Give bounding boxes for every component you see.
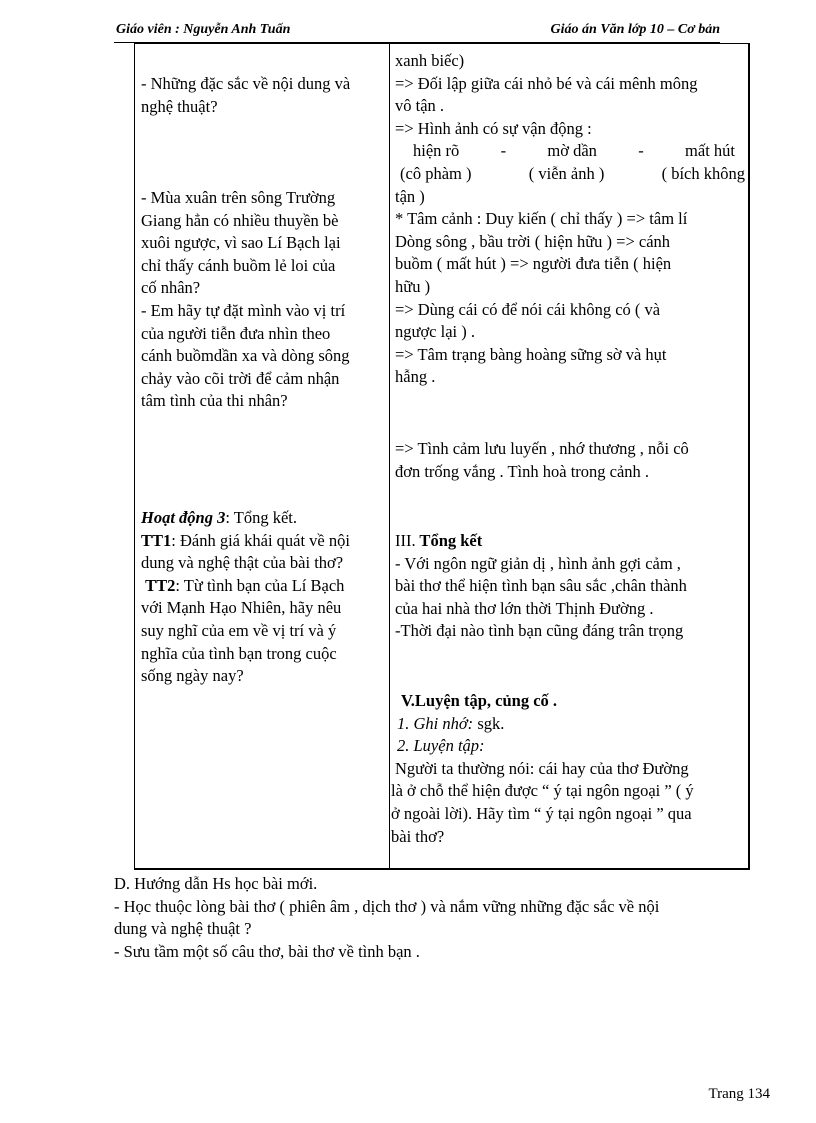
practice-item-label: 2. Luyện tập: xyxy=(397,736,485,756)
motion-step: mờ dần xyxy=(547,141,597,161)
answer-line: hữu ) xyxy=(395,276,431,296)
question-sail-line: cố nhân? xyxy=(141,278,201,298)
question-sail-line: xuôi ngược, vì sao Lí Bạch lại xyxy=(141,233,341,253)
tt2-text: nghĩa của tình bạn trong cuộc xyxy=(141,643,337,663)
tt2-text: sống ngày nay? xyxy=(141,666,244,686)
header-teacher: Giáo viên : Nguyễn Anh Tuấn xyxy=(116,22,291,37)
practice-item-text: sgk. xyxy=(473,713,505,733)
answer-line: => Tâm trạng bàng hoàng sững sờ và hụt xyxy=(395,344,667,364)
practice-line: ở ngoài lời). Hãy tìm “ ý tại ngôn ngoại ” qua xyxy=(391,803,692,823)
practice-line: bài thơ? xyxy=(391,826,445,846)
column-divider xyxy=(389,43,390,870)
practice-section xyxy=(391,690,747,848)
motion-labels xyxy=(395,163,745,186)
summary-number: III. xyxy=(395,531,416,550)
answer-line: tận ) xyxy=(395,186,425,206)
answers-top xyxy=(395,50,745,389)
summary-line: -Thời đại nào tình bạn cũng đáng trân trọng xyxy=(395,621,684,641)
motion-dash: - xyxy=(638,141,644,161)
practice-line: là ở chỗ thể hiện được “ ý tại ngôn ngoại ” ( ý xyxy=(391,781,694,801)
answer-line: ngược lại ) . xyxy=(395,322,475,342)
summary-line: của hai nhà thơ lớn thời Thịnh Đường . xyxy=(395,598,654,618)
tt2-text: suy nghĩ của em về vị trí và ý xyxy=(141,620,337,640)
activity-3 xyxy=(141,507,383,688)
header-subject: Giáo án Văn lớp 10 – Cơ bản xyxy=(550,22,720,37)
question-position-line: tâm tình của thi nhân? xyxy=(141,391,288,411)
answer-line: => Tình cảm lưu luyến , nhớ thương , nỗi cô xyxy=(395,439,689,458)
homework-guide xyxy=(114,873,754,963)
answer-line: buồm ( mất hút ) => người đưa tiễn ( hiện xyxy=(395,254,672,274)
answer-line: vô tận . xyxy=(395,96,445,116)
activity-title: Hoạt động 3 xyxy=(141,508,226,527)
tt2-label: TT2 xyxy=(145,575,176,595)
answer-line: * Tâm cảnh : Duy kiến ( chỉ thấy ) => tâm lí xyxy=(395,209,688,229)
question-sail-line: Giang hẳn có nhiều thuyền bè xyxy=(141,210,339,230)
answer-line: xanh biếc) xyxy=(395,51,465,70)
practice-title: V.Luyện tập, củng cố . xyxy=(401,691,558,710)
question-sail xyxy=(141,187,383,413)
answer-line: => Dùng cái có để nói cái không có ( và xyxy=(395,299,661,319)
answers-feeling xyxy=(395,438,745,483)
question-position-line: cánh buồmdần xa và dòng sông xyxy=(141,346,350,366)
tt2-text: với Mạnh Hạo Nhiên, hãy nêu xyxy=(141,598,342,618)
question-position-line: chảy vào cõi trời để cảm nhận xyxy=(141,368,340,388)
answer-line: hẫng . xyxy=(395,367,436,387)
summary-title: Tổng kết xyxy=(415,531,483,550)
summary-section xyxy=(395,530,745,643)
guide-line: - Học thuộc lòng bài thơ ( phiên âm , dịch thơ ) và nắm vững những đặc sắc về nội xyxy=(114,896,660,916)
motion-step: hiện rõ xyxy=(413,141,460,161)
tt1-text: : Đánh giá khái quát về nội xyxy=(171,530,350,550)
guide-title: D. Hướng dẫn Hs học bài mới. xyxy=(114,874,318,893)
activity-title-rest: : Tổng kết. xyxy=(225,508,298,527)
motion-label: ( viễn ảnh ) xyxy=(528,163,605,183)
question-sail-line: chỉ thấy cánh buồm lẻ loi của xyxy=(141,255,336,275)
summary-line: - Với ngôn ngữ giản dị , hình ảnh gợi cảm , xyxy=(395,553,681,573)
question-features-line1: - Những đặc sắc về nội dung và xyxy=(141,74,351,93)
tt2-text: : Từ tình bạn của Lí Bạch xyxy=(175,575,345,595)
question-sail-line: - Mùa xuân trên sông Trường xyxy=(141,188,336,207)
questions-column xyxy=(141,73,383,118)
practice-item-label: 1. Ghi nhớ: xyxy=(397,713,474,733)
motion-label: (cô phàm ) xyxy=(400,163,472,183)
motion-dash: - xyxy=(500,141,507,161)
tt1-text: dung và nghệ thật của bài thơ? xyxy=(141,553,344,573)
practice-line: Người ta thường nói: cái hay của thơ Đường xyxy=(395,758,689,778)
page-number: Trang 134 xyxy=(708,1086,770,1102)
answer-line: Dòng sông , bầu trời ( hiện hữu ) => cánh xyxy=(395,231,671,251)
answer-line: đơn trống vắng . Tình hoà trong cảnh . xyxy=(395,461,650,481)
answer-line: => Hình ảnh có sự vận động : xyxy=(395,118,592,138)
question-features-line2: nghệ thuật? xyxy=(141,96,218,116)
motion-sequence xyxy=(395,140,745,163)
guide-line: - Sưu tầm một số câu thơ, bài thơ về tình bạn . xyxy=(114,941,420,961)
guide-line: dung và nghệ thuật ? xyxy=(114,919,252,939)
motion-step: mất hút xyxy=(685,141,735,161)
motion-label: ( bích không xyxy=(661,163,745,183)
summary-line: bài thơ thể hiện tình bạn sâu sắc ,chân thành xyxy=(395,576,687,596)
question-position-line: của người tiễn đưa nhìn theo xyxy=(141,323,331,343)
tt1-label: TT1 xyxy=(141,530,172,550)
question-position-line: - Em hãy tự đặt mình vào vị trí xyxy=(141,300,346,320)
answer-line: => Đối lập giữa cái nhỏ bé và cái mênh mông xyxy=(395,73,698,93)
